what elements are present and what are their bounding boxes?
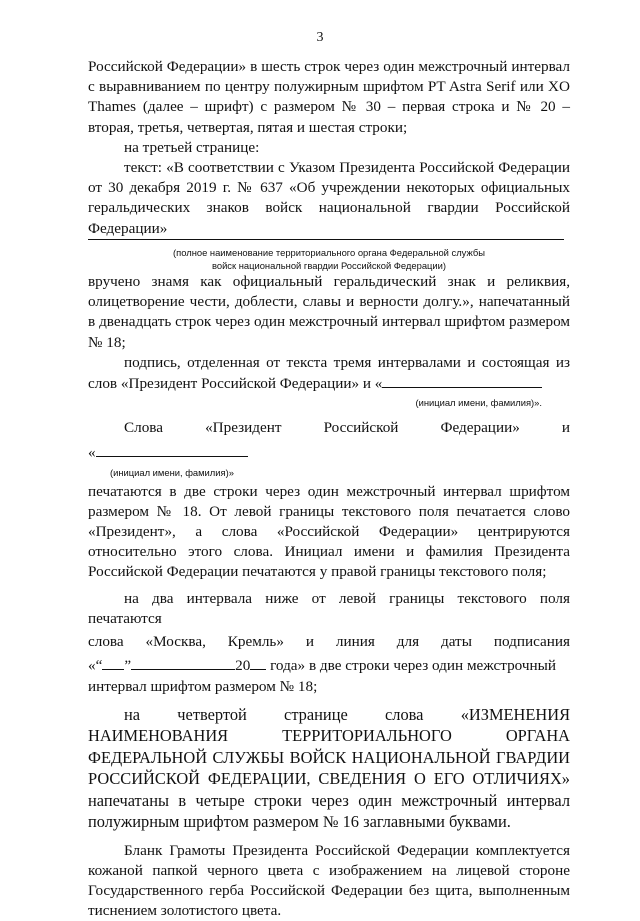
- p8-word-5: линия: [335, 633, 375, 651]
- p8-word-2: «Москва,: [145, 633, 206, 651]
- blank-line-territorial-body: [88, 239, 564, 240]
- p9-start: на четвертой странице слова «: [124, 704, 469, 724]
- p8-word-1: слова: [88, 633, 124, 651]
- caption-line-1: (полное наименование территориального органа Федеральной службы: [173, 247, 485, 258]
- word-4: Федерации»: [440, 419, 520, 437]
- p8-word-6: для: [396, 633, 420, 651]
- caption-territorial-body: [88, 246, 570, 272]
- word-5: и: [561, 419, 570, 437]
- paragraph-diploma-folder: Бланк Грамоты Президента Российской Федерации комплектуется кожаной папкой черного цвета с изображением на лицевой стороне Государственного герба Российской Федерации без щита, выполненным тиснением золотистого цвета.: [88, 841, 570, 920]
- blank-line-signature: [382, 373, 542, 388]
- paragraph-font-spec: Российской Федерации» в шесть строк через один межстрочный интервал с выравниванием по центру полужирным шрифтом PT Astra Serif или XO Thames (далее – шрифт) с размером № 30 – первая строка и № 20 – вторая, третья, четвертая, пятая и шестая строки;: [88, 58, 570, 136]
- open-quote: «: [88, 444, 96, 462]
- caption-initials-2: (инициал имени, фамилия)»: [110, 466, 234, 478]
- body-text-top: [88, 57, 570, 239]
- page-number: 3: [316, 30, 324, 45]
- blank-day: [102, 655, 124, 670]
- p8-word-3: Кремль»: [227, 633, 284, 651]
- p9-end: » напечатаны в четыре строки через один межстрочный интервал полужирным шрифтом размером № 16 заглавными буквами.: [88, 769, 570, 832]
- paragraph-fourth-page: [88, 704, 570, 833]
- p9-caps: ИЗМЕНЕНИЯ НАИМЕНОВАНИЯ ТЕРРИТОРИАЛЬНОГО ОРГАНА ФЕДЕРАЛЬНОЙ СЛУЖБЫ ВОЙСК НАЦИОНАЛЬНОЙ ГВАРДИИ РОССИЙСКОЙ ФЕДЕРАЦИИ, СВЕДЕНИЯ О ЕГО ОТЛИЧИЯХ: [88, 704, 570, 789]
- paragraph-text-decree: текст: «В соответствии с Указом Президента Российской Федерации от 30 декабря 2019 г. № 637 «Об учреждении некоторых официальных геральдических знаков войск национальной гвардии Российской Федерации»: [88, 159, 570, 237]
- date-mid: ”: [124, 657, 132, 675]
- caption-line-2: войск национальной гвардии Российской Федерации): [211, 260, 447, 271]
- row-words-president: [88, 418, 570, 438]
- signature-text: подпись, отделенная от текста тремя интервалами и состоящая из слов «Президент Российской Федерации» и «: [88, 353, 570, 393]
- date-open: «“: [88, 657, 103, 675]
- p8-word-4: и: [305, 633, 315, 651]
- paragraph-banner-awarded: вручено знамя как официальный геральдический знак и реликвия, олицетворение чести, доблести, славы и верности долгу.», напечатанный в двенадцать строк через один межстрочный интервал шрифтом размером № 18;: [88, 273, 570, 351]
- p8-word-7: даты: [440, 633, 472, 651]
- paragraph-date-end: интервал шрифтом размером № 18;: [88, 678, 318, 696]
- row-open-quote: [88, 442, 570, 463]
- word-3: Российской: [323, 419, 399, 437]
- date-year: 20: [235, 657, 251, 675]
- paragraph-signature: [88, 353, 570, 394]
- blank-line-initials: [96, 442, 248, 457]
- blank-month: [131, 655, 235, 670]
- word-2: «Президент: [205, 419, 282, 437]
- body-text-middle: [88, 272, 570, 921]
- row-moscow-kremlin-words: [88, 632, 570, 652]
- p8-word-8: подписания: [493, 633, 570, 651]
- paragraph-third-page: на третьей странице:: [124, 138, 260, 156]
- word-1: Слова: [124, 419, 164, 437]
- caption-initials-1: (инициал имени, фамилия)».: [415, 397, 542, 409]
- paragraph-moscow-kremlin-line1: на два интервала ниже от левой границы текстового поля печатаются: [88, 589, 570, 627]
- date-tail: года» в две строки через один межстрочный: [266, 657, 556, 675]
- blank-year: [250, 655, 266, 670]
- paragraph-print-rules: печатаются в две строки через один межстрочный интервал шрифтом размером № 18. От левой границы текстового поля печатается слово «Президент», а слова «Российской Федерации» центрируются относительно этого слова. Инициал имени и фамилия Президента Российской Федерации печатаются у правой границы текстового поля;: [88, 482, 570, 581]
- row-date-line: [88, 655, 570, 676]
